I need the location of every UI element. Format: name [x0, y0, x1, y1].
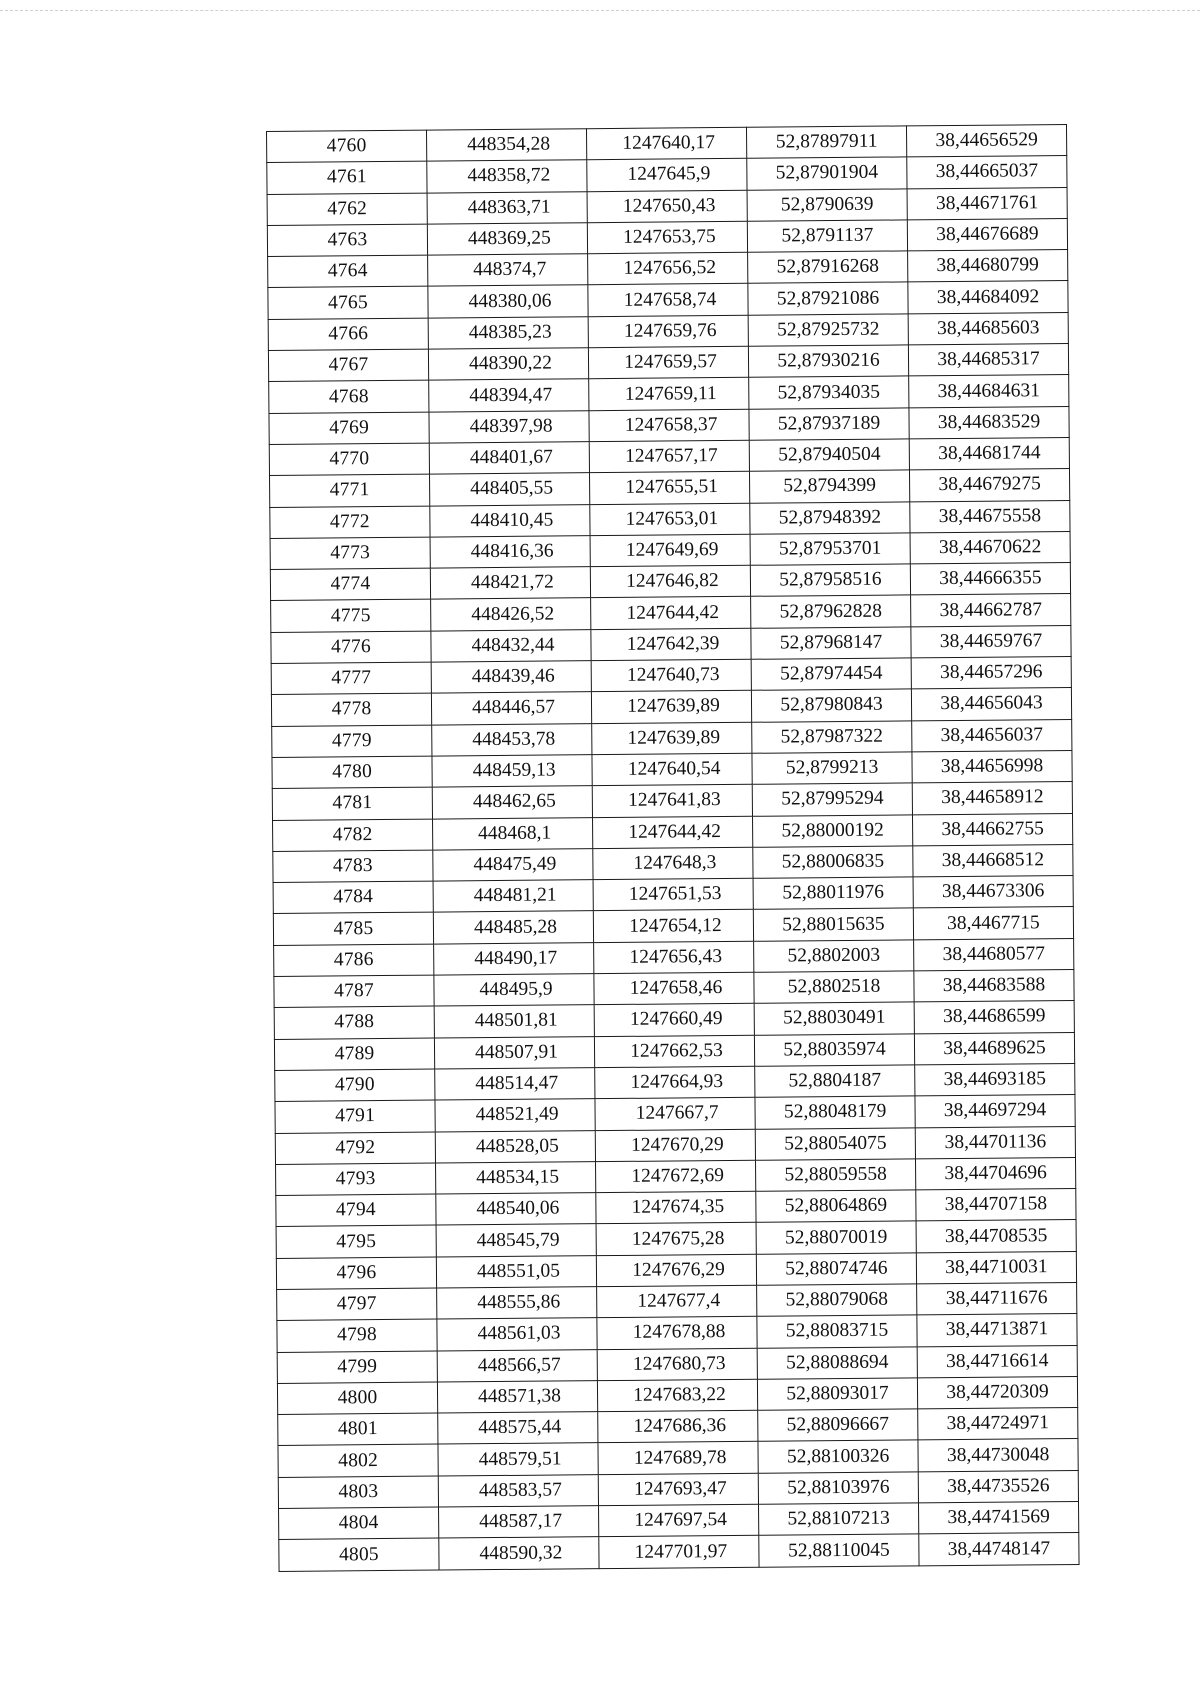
- longitude-cell: 38,44684631: [909, 375, 1069, 408]
- longitude-cell: 38,44665037: [907, 156, 1067, 189]
- y-coordinate-cell: 1247644,42: [593, 816, 753, 849]
- point-number-cell: 4805: [279, 1538, 439, 1571]
- x-coordinate-cell: 448374,7: [428, 254, 588, 287]
- latitude-cell: 52,88035974: [754, 1033, 914, 1066]
- y-coordinate-cell: 1247654,12: [593, 910, 753, 943]
- x-coordinate-cell: 448501,81: [434, 1005, 594, 1038]
- x-coordinate-cell: 448410,45: [430, 504, 590, 537]
- y-coordinate-cell: 1247656,43: [594, 941, 754, 974]
- latitude-cell: 52,87897911: [746, 126, 906, 159]
- longitude-cell: 38,44656037: [912, 719, 1072, 752]
- x-coordinate-cell: 448561,03: [437, 1318, 597, 1351]
- x-coordinate-cell: 448369,25: [427, 223, 587, 256]
- longitude-cell: 38,44680799: [908, 250, 1068, 283]
- latitude-cell: 52,8794399: [749, 470, 909, 503]
- point-number-cell: 4803: [278, 1476, 438, 1509]
- y-coordinate-cell: 1247645,9: [587, 159, 747, 192]
- y-coordinate-cell: 1247686,36: [598, 1410, 758, 1443]
- longitude-cell: 38,44676689: [907, 218, 1067, 251]
- latitude-cell: 52,88096667: [758, 1409, 918, 1442]
- latitude-cell: 52,87934035: [749, 376, 909, 409]
- y-coordinate-cell: 1247649,69: [590, 534, 750, 567]
- y-coordinate-cell: 1247644,42: [591, 597, 751, 630]
- y-coordinate-cell: 1247667,7: [595, 1097, 755, 1130]
- latitude-cell: 52,8802518: [754, 971, 914, 1004]
- x-coordinate-cell: 448587,17: [439, 1506, 599, 1539]
- point-number-cell: 4760: [267, 130, 427, 163]
- latitude-cell: 52,87958516: [750, 564, 910, 597]
- x-coordinate-cell: 448462,65: [432, 786, 592, 819]
- latitude-cell: 52,87962828: [751, 595, 911, 628]
- point-number-cell: 4804: [279, 1507, 439, 1540]
- y-coordinate-cell: 1247641,83: [592, 785, 752, 818]
- point-number-cell: 4788: [274, 1006, 434, 1039]
- x-coordinate-cell: 448514,47: [435, 1068, 595, 1101]
- latitude-cell: 52,88079068: [757, 1284, 917, 1317]
- point-number-cell: 4764: [268, 255, 428, 288]
- y-coordinate-cell: 1247656,52: [588, 252, 748, 285]
- latitude-cell: 52,87930216: [748, 345, 908, 378]
- latitude-cell: 52,87925732: [748, 314, 908, 347]
- point-number-cell: 4767: [268, 349, 428, 382]
- x-coordinate-cell: 448555,86: [437, 1287, 597, 1320]
- coordinates-table-body: [267, 125, 1080, 1572]
- x-coordinate-cell: 448453,78: [432, 723, 592, 756]
- latitude-cell: 52,88064869: [756, 1190, 916, 1223]
- point-number-cell: 4791: [275, 1100, 435, 1133]
- latitude-cell: 52,87948392: [750, 501, 910, 534]
- latitude-cell: 52,88059558: [755, 1159, 915, 1192]
- longitude-cell: 38,44693185: [915, 1063, 1075, 1096]
- y-coordinate-cell: 1247660,49: [594, 1004, 754, 1037]
- longitude-cell: 38,44679275: [909, 469, 1069, 502]
- y-coordinate-cell: 1247650,43: [587, 190, 747, 223]
- x-coordinate-cell: 448394,47: [429, 379, 589, 412]
- y-coordinate-cell: 1247689,78: [598, 1442, 758, 1475]
- x-coordinate-cell: 448416,36: [430, 536, 590, 569]
- point-number-cell: 4787: [274, 975, 434, 1008]
- y-coordinate-cell: 1247678,88: [597, 1317, 757, 1350]
- latitude-cell: 52,88100326: [758, 1440, 918, 1473]
- point-number-cell: 4777: [271, 662, 431, 695]
- point-number-cell: 4768: [269, 380, 429, 413]
- y-coordinate-cell: 1247648,3: [593, 847, 753, 880]
- point-number-cell: 4790: [275, 1069, 435, 1102]
- longitude-cell: 38,44658912: [912, 782, 1072, 815]
- point-number-cell: 4785: [273, 912, 433, 945]
- x-coordinate-cell: 448432,44: [431, 629, 591, 662]
- longitude-cell: 38,44707158: [916, 1189, 1076, 1222]
- x-coordinate-cell: 448590,32: [439, 1537, 599, 1570]
- y-coordinate-cell: 1247672,69: [596, 1160, 756, 1193]
- y-coordinate-cell: 1247693,47: [598, 1473, 758, 1506]
- y-coordinate-cell: 1247674,35: [596, 1191, 756, 1224]
- latitude-cell: 52,88103976: [758, 1472, 918, 1505]
- point-number-cell: 4799: [277, 1351, 437, 1384]
- point-number-cell: 4769: [269, 412, 429, 445]
- latitude-cell: 52,8802003: [754, 940, 914, 973]
- x-coordinate-cell: 448566,57: [437, 1349, 597, 1382]
- latitude-cell: 52,88030491: [754, 1002, 914, 1035]
- longitude-cell: 38,44724971: [918, 1408, 1078, 1441]
- longitude-cell: 38,44673306: [913, 876, 1073, 909]
- y-coordinate-cell: 1247680,73: [597, 1348, 757, 1381]
- x-coordinate-cell: 448485,28: [433, 911, 593, 944]
- latitude-cell: 52,88000192: [752, 814, 912, 847]
- x-coordinate-cell: 448534,15: [436, 1161, 596, 1194]
- latitude-cell: 52,88110045: [759, 1534, 919, 1567]
- longitude-cell: 38,44666355: [910, 563, 1070, 596]
- x-coordinate-cell: 448475,49: [433, 849, 593, 882]
- point-number-cell: 4774: [270, 568, 430, 601]
- latitude-cell: 52,88054075: [755, 1127, 915, 1160]
- latitude-cell: 52,8799213: [752, 752, 912, 785]
- point-number-cell: 4775: [271, 600, 431, 633]
- y-coordinate-cell: 1247658,37: [589, 409, 749, 442]
- point-number-cell: 4780: [272, 756, 432, 789]
- latitude-cell: 52,87937189: [749, 408, 909, 441]
- y-coordinate-cell: 1247697,54: [599, 1504, 759, 1537]
- x-coordinate-cell: 448358,72: [427, 160, 587, 193]
- latitude-cell: 52,88093017: [757, 1378, 917, 1411]
- point-number-cell: 4773: [270, 537, 430, 570]
- point-number-cell: 4802: [278, 1445, 438, 1478]
- latitude-cell: 52,87968147: [751, 627, 911, 660]
- point-number-cell: 4786: [274, 944, 434, 977]
- x-coordinate-cell: 448401,67: [429, 442, 589, 475]
- longitude-cell: 38,44716614: [917, 1345, 1077, 1378]
- x-coordinate-cell: 448468,1: [433, 817, 593, 850]
- latitude-cell: 52,88088694: [757, 1346, 917, 1379]
- y-coordinate-cell: 1247651,53: [593, 878, 753, 911]
- y-coordinate-cell: 1247658,46: [594, 972, 754, 1005]
- point-number-cell: 4795: [276, 1225, 436, 1258]
- x-coordinate-cell: 448583,57: [438, 1474, 598, 1507]
- coordinates-table: [266, 124, 1080, 1572]
- y-coordinate-cell: 1247642,39: [591, 628, 751, 661]
- latitude-cell: 52,87987322: [752, 721, 912, 754]
- latitude-cell: 52,88011976: [753, 877, 913, 910]
- point-number-cell: 4770: [269, 443, 429, 476]
- x-coordinate-cell: 448575,44: [438, 1412, 598, 1445]
- longitude-cell: 38,44748147: [919, 1533, 1079, 1566]
- point-number-cell: 4796: [276, 1257, 436, 1290]
- longitude-cell: 38,44656998: [912, 750, 1072, 783]
- x-coordinate-cell: 448571,38: [437, 1381, 597, 1414]
- longitude-cell: 38,44701136: [915, 1126, 1075, 1159]
- x-coordinate-cell: 448363,71: [427, 191, 587, 224]
- longitude-cell: 38,44735526: [918, 1470, 1078, 1503]
- point-number-cell: 4761: [267, 161, 427, 194]
- point-number-cell: 4789: [274, 1038, 434, 1071]
- y-coordinate-cell: 1247639,89: [592, 722, 752, 755]
- longitude-cell: 38,44671761: [907, 187, 1067, 220]
- longitude-cell: 38,44680577: [914, 938, 1074, 971]
- longitude-cell: 38,44686599: [914, 1001, 1074, 1034]
- point-number-cell: 4784: [273, 881, 433, 914]
- y-coordinate-cell: 1247662,53: [594, 1035, 754, 1068]
- latitude-cell: 52,87980843: [751, 689, 911, 722]
- y-coordinate-cell: 1247646,82: [590, 565, 750, 598]
- longitude-cell: 38,44685317: [908, 344, 1068, 377]
- y-coordinate-cell: 1247658,74: [588, 284, 748, 317]
- latitude-cell: 52,87974454: [751, 658, 911, 691]
- longitude-cell: 38,44656043: [911, 688, 1071, 721]
- x-coordinate-cell: 448528,05: [435, 1130, 595, 1163]
- x-coordinate-cell: 448380,06: [428, 285, 588, 318]
- latitude-cell: 52,88083715: [757, 1315, 917, 1348]
- point-number-cell: 4779: [272, 725, 432, 758]
- point-number-cell: 4798: [277, 1319, 437, 1352]
- longitude-cell: 38,44710031: [916, 1251, 1076, 1284]
- longitude-cell: 38,44668512: [913, 844, 1073, 877]
- longitude-cell: 38,44685603: [908, 312, 1068, 345]
- x-coordinate-cell: 448446,57: [431, 692, 591, 725]
- x-coordinate-cell: 448421,72: [430, 567, 590, 600]
- latitude-cell: 52,88070019: [756, 1221, 916, 1254]
- point-number-cell: 4801: [278, 1413, 438, 1446]
- y-coordinate-cell: 1247670,29: [595, 1129, 755, 1162]
- latitude-cell: 52,88015635: [753, 908, 913, 941]
- y-coordinate-cell: 1247701,97: [599, 1536, 759, 1569]
- longitude-cell: 38,44683588: [914, 969, 1074, 1002]
- y-coordinate-cell: 1247683,22: [597, 1379, 757, 1412]
- latitude-cell: 52,87995294: [752, 783, 912, 816]
- latitude-cell: 52,88006835: [753, 846, 913, 879]
- y-coordinate-cell: 1247664,93: [595, 1066, 755, 1099]
- longitude-cell: 38,44684092: [908, 281, 1068, 314]
- longitude-cell: 38,44713871: [917, 1314, 1077, 1347]
- point-number-cell: 4797: [277, 1288, 437, 1321]
- latitude-cell: 52,88074746: [756, 1253, 916, 1286]
- y-coordinate-cell: 1247659,11: [589, 378, 749, 411]
- point-number-cell: 4776: [271, 631, 431, 664]
- point-number-cell: 4783: [273, 850, 433, 883]
- latitude-cell: 52,87940504: [749, 439, 909, 472]
- y-coordinate-cell: 1247659,57: [588, 346, 748, 379]
- point-number-cell: 4772: [270, 506, 430, 539]
- y-coordinate-cell: 1247639,89: [591, 691, 751, 724]
- point-number-cell: 4778: [271, 693, 431, 726]
- longitude-cell: 38,44741569: [918, 1502, 1078, 1535]
- point-number-cell: 4794: [276, 1194, 436, 1227]
- point-number-cell: 4793: [276, 1163, 436, 1196]
- x-coordinate-cell: 448354,28: [426, 129, 586, 162]
- longitude-cell: 38,44681744: [909, 437, 1069, 470]
- y-coordinate-cell: 1247653,01: [590, 503, 750, 536]
- x-coordinate-cell: 448397,98: [429, 410, 589, 443]
- point-number-cell: 4765: [268, 287, 428, 320]
- y-coordinate-cell: 1247655,51: [589, 472, 749, 505]
- longitude-cell: 38,44708535: [916, 1220, 1076, 1253]
- longitude-cell: 38,44683529: [909, 406, 1069, 439]
- x-coordinate-cell: 448390,22: [428, 348, 588, 381]
- y-coordinate-cell: 1247676,29: [596, 1254, 756, 1287]
- x-coordinate-cell: 448495,9: [434, 974, 594, 1007]
- x-coordinate-cell: 448459,13: [432, 755, 592, 788]
- x-coordinate-cell: 448426,52: [431, 598, 591, 631]
- longitude-cell: 38,44659767: [911, 625, 1071, 658]
- longitude-cell: 38,44697294: [915, 1095, 1075, 1128]
- y-coordinate-cell: 1247675,28: [596, 1223, 756, 1256]
- table-row: [279, 1533, 1079, 1571]
- x-coordinate-cell: 448540,06: [436, 1193, 596, 1226]
- y-coordinate-cell: 1247657,17: [589, 440, 749, 473]
- latitude-cell: 52,87901904: [747, 157, 907, 190]
- longitude-cell: 38,44656529: [906, 125, 1066, 158]
- point-number-cell: 4782: [273, 819, 433, 852]
- latitude-cell: 52,88107213: [759, 1503, 919, 1536]
- y-coordinate-cell: 1247653,75: [587, 221, 747, 254]
- y-coordinate-cell: 1247640,17: [586, 127, 746, 160]
- point-number-cell: 4792: [275, 1132, 435, 1165]
- point-number-cell: 4766: [268, 318, 428, 351]
- point-number-cell: 4771: [270, 474, 430, 507]
- longitude-cell: 38,44711676: [917, 1282, 1077, 1315]
- x-coordinate-cell: 448545,79: [436, 1224, 596, 1257]
- x-coordinate-cell: 448490,17: [434, 942, 594, 975]
- latitude-cell: 52,8790639: [747, 189, 907, 222]
- y-coordinate-cell: 1247659,76: [588, 315, 748, 348]
- x-coordinate-cell: 448521,49: [435, 1099, 595, 1132]
- longitude-cell: 38,44720309: [917, 1376, 1077, 1409]
- longitude-cell: 38,44670622: [910, 531, 1070, 564]
- longitude-cell: 38,44689625: [914, 1032, 1074, 1065]
- longitude-cell: 38,44730048: [918, 1439, 1078, 1472]
- scan-top-edge: [0, 10, 1200, 11]
- latitude-cell: 52,8791137: [747, 220, 907, 253]
- x-coordinate-cell: 448579,51: [438, 1443, 598, 1476]
- x-coordinate-cell: 448551,05: [436, 1255, 596, 1288]
- point-number-cell: 4762: [267, 193, 427, 226]
- y-coordinate-cell: 1247640,54: [592, 753, 752, 786]
- longitude-cell: 38,44675558: [910, 500, 1070, 533]
- latitude-cell: 52,8804187: [755, 1065, 915, 1098]
- latitude-cell: 52,87921086: [748, 282, 908, 315]
- point-number-cell: 4763: [267, 224, 427, 257]
- y-coordinate-cell: 1247677,4: [597, 1285, 757, 1318]
- x-coordinate-cell: 448507,91: [434, 1036, 594, 1069]
- latitude-cell: 52,88048179: [755, 1096, 915, 1129]
- point-number-cell: 4800: [277, 1382, 437, 1415]
- y-coordinate-cell: 1247640,73: [591, 659, 751, 692]
- latitude-cell: 52,87953701: [750, 533, 910, 566]
- longitude-cell: 38,44657296: [911, 657, 1071, 690]
- longitude-cell: 38,44662755: [912, 813, 1072, 846]
- longitude-cell: 38,44662787: [911, 594, 1071, 627]
- x-coordinate-cell: 448481,21: [433, 880, 593, 913]
- point-number-cell: 4781: [272, 787, 432, 820]
- x-coordinate-cell: 448405,55: [430, 473, 590, 506]
- x-coordinate-cell: 448439,46: [431, 661, 591, 694]
- latitude-cell: 52,87916268: [748, 251, 908, 284]
- x-coordinate-cell: 448385,23: [428, 316, 588, 349]
- longitude-cell: 38,4467715: [913, 907, 1073, 940]
- longitude-cell: 38,44704696: [915, 1157, 1075, 1190]
